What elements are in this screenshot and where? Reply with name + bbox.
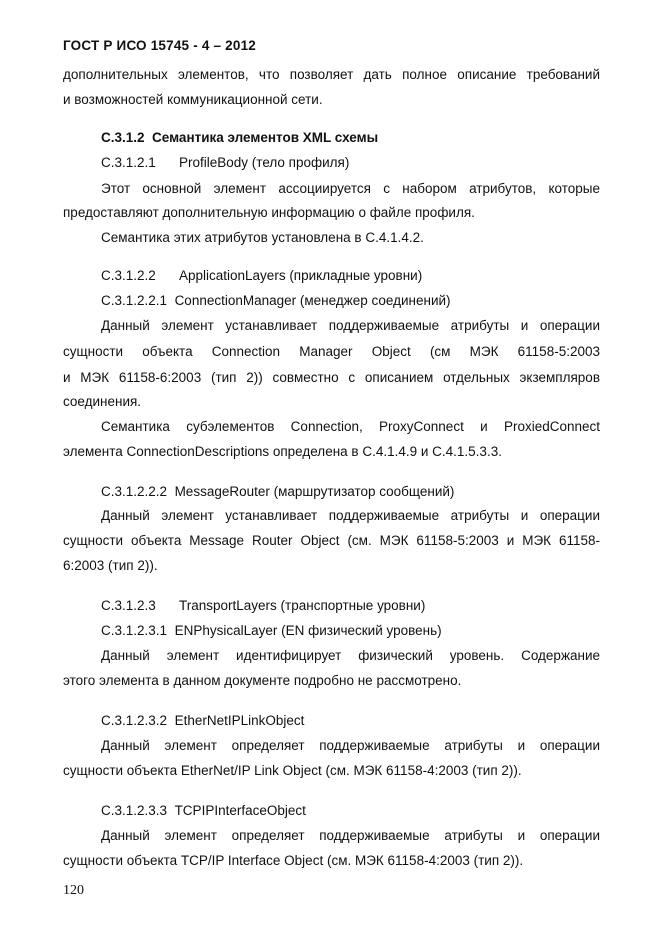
item-heading xyxy=(101,293,451,309)
item-number: C.3.1.2.2.1 xyxy=(101,293,168,308)
intro-line: и возможностей коммуникационной сети. xyxy=(63,92,323,107)
paragraph-line: Данный элемент идентифицирует физический уровень. Содержание xyxy=(101,648,600,663)
item-title: ProfileBody (тело профиля) xyxy=(179,155,350,170)
paragraph-line: Данный элемент устанавливает поддерживаемые атрибуты и операции xyxy=(101,318,600,333)
item-number: C.3.1.2.3.3 xyxy=(101,803,168,818)
item-title: TCPIPInterfaceObject xyxy=(174,803,306,818)
item-number: C.3.1.2.2 xyxy=(101,268,156,283)
item-title: ApplicationLayers (прикладные уровни) xyxy=(179,268,423,283)
item-heading xyxy=(101,484,454,500)
item-heading xyxy=(101,268,422,284)
section-title: Семантика элементов XML схемы xyxy=(152,130,379,145)
paragraph-line: соединения. xyxy=(63,394,142,409)
paragraph-line: элемента ConnectionDescriptions определена в C.4.1.4.9 и C.4.1.5.3.3. xyxy=(63,444,502,459)
item-heading xyxy=(101,713,304,729)
intro-line: дополнительных элементов, что позволяет дать полное описание требований xyxy=(63,67,600,82)
item-number: C.3.1.2.2.2 xyxy=(101,484,168,499)
paragraph-line: Данный элемент устанавливает поддерживаемые атрибуты и операции xyxy=(101,508,600,523)
item-heading xyxy=(101,598,425,614)
item-heading xyxy=(101,623,442,639)
paragraph-line: Данный элемент определяет поддерживаемые атрибуты и операции xyxy=(101,828,600,843)
paragraph-line: сущности объекта Message Router Object (см. МЭК 61158-5:2003 и МЭК 61158- xyxy=(63,533,600,548)
item-number: C.3.1.2.1 xyxy=(101,155,156,170)
page-number: 120 xyxy=(63,883,84,898)
paragraph-line: Этот основной элемент ассоциируется с набором атрибутов, которые xyxy=(101,181,600,196)
item-number: C.3.1.2.3 xyxy=(101,598,156,613)
item-number: C.3.1.2.3.2 xyxy=(101,713,168,728)
paragraph-line: 6:2003 (тип 2)). xyxy=(63,558,158,573)
item-title: ConnectionManager (менеджер соединений) xyxy=(174,293,451,308)
paragraph-line: предоставляют дополнительную информацию о файле профиля. xyxy=(63,205,475,220)
paragraph-line: Семантика этих атрибутов установлена в C.4.1.4.2. xyxy=(101,230,424,245)
paragraph-line: Семантика субэлементов Connection, ProxyConnect и ProxiedConnect xyxy=(101,419,600,434)
section-heading xyxy=(101,130,378,146)
paragraph-line: сущности объекта TCP/IP Interface Object (см. МЭК 61158-4:2003 (тип 2)). xyxy=(63,853,524,868)
document-header: ГОСТ Р ИСО 15745 - 4 – 2012 xyxy=(63,38,256,53)
item-title: ENPhysicalLayer (EN физический уровень) xyxy=(174,623,442,638)
paragraph-line: Данный элемент определяет поддерживаемые атрибуты и операции xyxy=(101,738,600,753)
paragraph-line: этого элемента в данном документе подробно не рассмотрено. xyxy=(63,673,462,688)
item-title: TransportLayers (транспортные уровни) xyxy=(179,598,426,613)
paragraph-line: сущности объекта EtherNet/IP Link Object (см. МЭК 61158-4:2003 (тип 2)). xyxy=(63,763,522,778)
item-number: C.3.1.2.3.1 xyxy=(101,623,168,638)
item-heading xyxy=(101,155,349,171)
section-number: C.3.1.2 xyxy=(101,130,145,145)
item-title: MessageRouter (маршрутизатор сообщений) xyxy=(174,484,455,499)
paragraph-line: и МЭК 61158-6:2003 (тип 2)) совместно с описанием отдельных экземпляров xyxy=(63,370,600,385)
item-heading xyxy=(101,803,306,819)
paragraph-line: сущности объекта Connection Manager Object (см МЭК 61158-5:2003 xyxy=(63,344,600,359)
item-title: EtherNetIPLinkObject xyxy=(174,713,305,728)
